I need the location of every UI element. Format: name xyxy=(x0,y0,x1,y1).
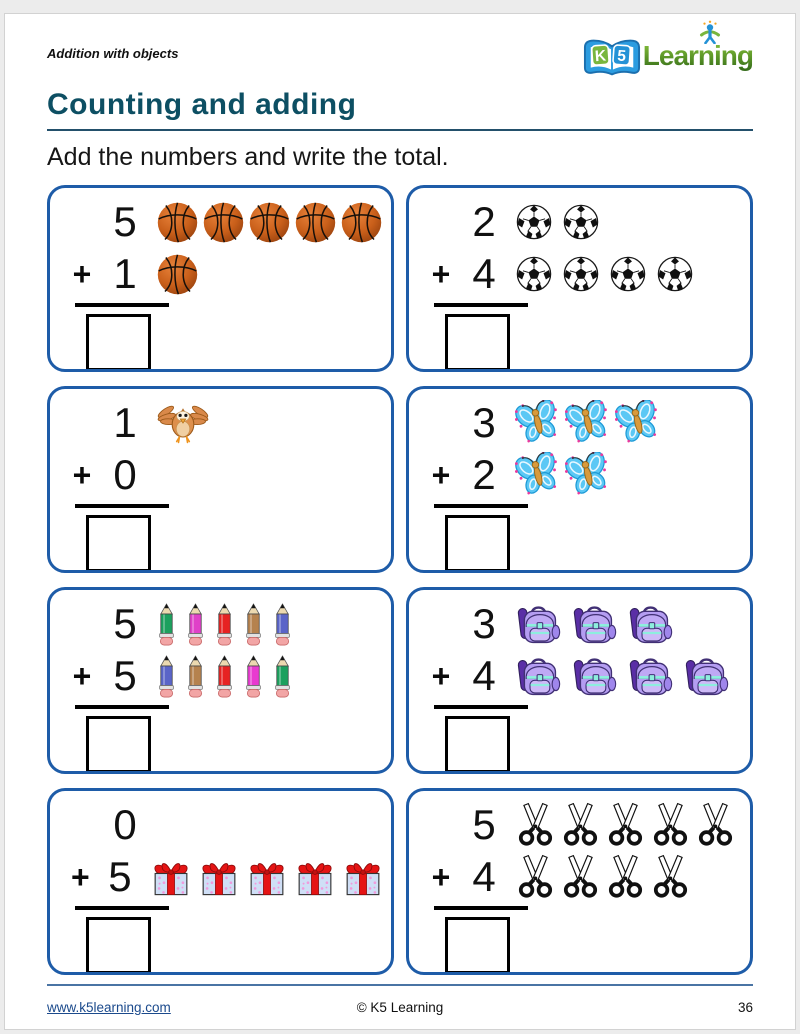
instruction-text: Add the numbers and write the total. xyxy=(47,143,449,171)
objects-top xyxy=(156,400,210,447)
answer-box[interactable] xyxy=(86,314,151,371)
problems-grid xyxy=(47,185,753,975)
addend-bottom: 1 xyxy=(113,250,137,297)
scissors-icon xyxy=(695,802,736,848)
problem-card-pencil xyxy=(47,587,394,774)
objects-top xyxy=(515,400,661,446)
soccer-ball-icon xyxy=(609,255,647,293)
person-icon xyxy=(699,20,721,44)
plus-sign: + xyxy=(431,859,451,895)
gift-icon xyxy=(197,854,241,900)
pencil-icon xyxy=(156,602,177,647)
gift-icon xyxy=(293,854,337,900)
backpack-icon xyxy=(627,600,674,649)
footer-page-number: 36 xyxy=(737,1000,753,1015)
pencil-icon xyxy=(272,602,293,647)
addend-row-top xyxy=(62,196,385,248)
addend-top: 5 xyxy=(472,801,496,848)
sum-line xyxy=(434,906,528,910)
sum-line xyxy=(75,303,169,307)
title-rule xyxy=(47,129,753,131)
butterfly-icon xyxy=(565,400,611,446)
plus-sign: + xyxy=(431,658,451,694)
addend-top: 1 xyxy=(113,399,137,446)
addend-row-top xyxy=(62,397,385,449)
scissors-icon xyxy=(560,802,601,848)
backpack-icon xyxy=(571,652,618,701)
addend-bottom: 4 xyxy=(472,250,496,297)
header xyxy=(47,34,753,84)
pencil-icon xyxy=(185,654,206,699)
answer-box[interactable] xyxy=(445,314,510,371)
addend-row-bottom xyxy=(421,449,744,501)
addend-bottom: 4 xyxy=(472,652,496,699)
objects-top xyxy=(515,203,600,241)
addend-bottom: 4 xyxy=(472,853,496,900)
bird-icon xyxy=(156,400,210,447)
problem-card-butterfly xyxy=(406,386,753,573)
butterfly-icon xyxy=(565,452,611,498)
addend-top: 3 xyxy=(472,600,496,647)
sum-line xyxy=(434,705,528,709)
objects-bottom xyxy=(156,654,293,699)
butterfly-icon xyxy=(515,452,561,498)
problem-card-scissors xyxy=(406,788,753,975)
sum-line xyxy=(434,303,528,307)
footer xyxy=(47,984,753,1015)
addend-row-top xyxy=(421,196,744,248)
objects-bottom xyxy=(515,255,694,293)
pencil-icon xyxy=(243,654,264,699)
basketball-icon xyxy=(156,253,199,296)
problem-card-backpack xyxy=(406,587,753,774)
worksheet-page xyxy=(4,13,796,1030)
backpack-icon xyxy=(627,652,674,701)
gift-icon xyxy=(245,854,289,900)
objects-top xyxy=(156,602,293,647)
backpack-icon xyxy=(515,652,562,701)
problem-card-soccer-ball xyxy=(406,185,753,372)
objects-bottom xyxy=(515,854,691,900)
page-title: Counting and adding xyxy=(47,88,357,121)
addend-bottom: 5 xyxy=(113,652,137,699)
addend-row-bottom xyxy=(62,449,385,501)
objects-bottom xyxy=(515,652,730,701)
scissors-icon xyxy=(515,802,556,848)
objects-bottom xyxy=(515,452,611,498)
logo-learning-text: Learning xyxy=(642,40,753,71)
backpack-icon xyxy=(571,600,618,649)
soccer-ball-icon xyxy=(515,255,553,293)
objects-top xyxy=(515,802,736,848)
plus-sign: + xyxy=(72,457,92,493)
pencil-icon xyxy=(243,602,264,647)
svg-text:K: K xyxy=(594,47,607,66)
answer-box[interactable] xyxy=(86,917,151,974)
scissors-icon xyxy=(560,854,601,900)
pencil-icon xyxy=(214,654,235,699)
addend-row-top xyxy=(62,799,385,851)
plus-sign: + xyxy=(431,457,451,493)
answer-box[interactable] xyxy=(86,515,151,572)
problem-card-basketball xyxy=(47,185,394,372)
pencil-icon xyxy=(185,602,206,647)
addend-row-bottom xyxy=(62,650,385,702)
addend-bottom: 5 xyxy=(108,853,132,900)
k5-learning-logo xyxy=(583,34,753,78)
backpack-icon xyxy=(683,652,730,701)
sum-line xyxy=(75,906,169,910)
plus-sign: + xyxy=(71,859,90,895)
addend-top: 5 xyxy=(113,600,137,647)
addend-row-top xyxy=(421,397,744,449)
gift-icon xyxy=(149,854,193,900)
scissors-icon xyxy=(650,854,691,900)
basketball-icon xyxy=(156,201,199,244)
soccer-ball-icon xyxy=(656,255,694,293)
sum-line xyxy=(434,504,528,508)
footer-copyright: © K5 Learning xyxy=(356,1000,444,1015)
addend-bottom: 0 xyxy=(113,451,137,498)
scissors-icon xyxy=(515,854,556,900)
answer-box[interactable] xyxy=(445,515,510,572)
addend-row-bottom xyxy=(62,851,385,903)
answer-box[interactable] xyxy=(445,917,510,974)
objects-bottom xyxy=(156,253,199,296)
pencil-icon xyxy=(214,602,235,647)
soccer-ball-icon xyxy=(515,203,553,241)
gift-icon xyxy=(341,854,385,900)
addend-row-bottom xyxy=(421,851,744,903)
problem-card-bird xyxy=(47,386,394,573)
plus-sign: + xyxy=(431,256,451,292)
scissors-icon xyxy=(605,802,646,848)
addend-top: 5 xyxy=(113,198,137,245)
worksheet-category-label: Addition with objects xyxy=(47,46,179,61)
addend-row-bottom xyxy=(62,248,385,300)
objects-bottom xyxy=(149,854,385,900)
addend-bottom: 2 xyxy=(472,451,496,498)
butterfly-icon xyxy=(615,400,661,446)
sum-line xyxy=(75,705,169,709)
addend-top: 2 xyxy=(472,198,496,245)
basketball-icon xyxy=(294,201,337,244)
addend-row-bottom xyxy=(421,650,744,702)
addend-row-top xyxy=(62,598,385,650)
problem-card-gift xyxy=(47,788,394,975)
pencil-icon xyxy=(272,654,293,699)
butterfly-icon xyxy=(515,400,561,446)
footer-link[interactable]: www.k5learning.com xyxy=(47,1000,171,1015)
objects-top xyxy=(515,600,674,649)
basketball-icon xyxy=(340,201,383,244)
scissors-icon xyxy=(650,802,691,848)
answer-box[interactable] xyxy=(86,716,151,773)
scissors-icon xyxy=(605,854,646,900)
addend-top: 3 xyxy=(472,399,496,446)
answer-box[interactable] xyxy=(445,716,510,773)
addend-top: 0 xyxy=(113,801,137,848)
plus-sign: + xyxy=(72,256,92,292)
basketball-icon xyxy=(202,201,245,244)
sum-line xyxy=(75,504,169,508)
basketball-icon xyxy=(248,201,291,244)
addend-row-top xyxy=(421,799,744,851)
plus-sign: + xyxy=(72,658,92,694)
backpack-icon xyxy=(515,600,562,649)
addend-row-bottom xyxy=(421,248,744,300)
soccer-ball-icon xyxy=(562,255,600,293)
pencil-icon xyxy=(156,654,177,699)
addend-row-top xyxy=(421,598,744,650)
soccer-ball-icon xyxy=(562,203,600,241)
svg-text:5: 5 xyxy=(616,47,627,66)
k5-book-icon xyxy=(583,34,641,78)
objects-top xyxy=(156,201,383,244)
